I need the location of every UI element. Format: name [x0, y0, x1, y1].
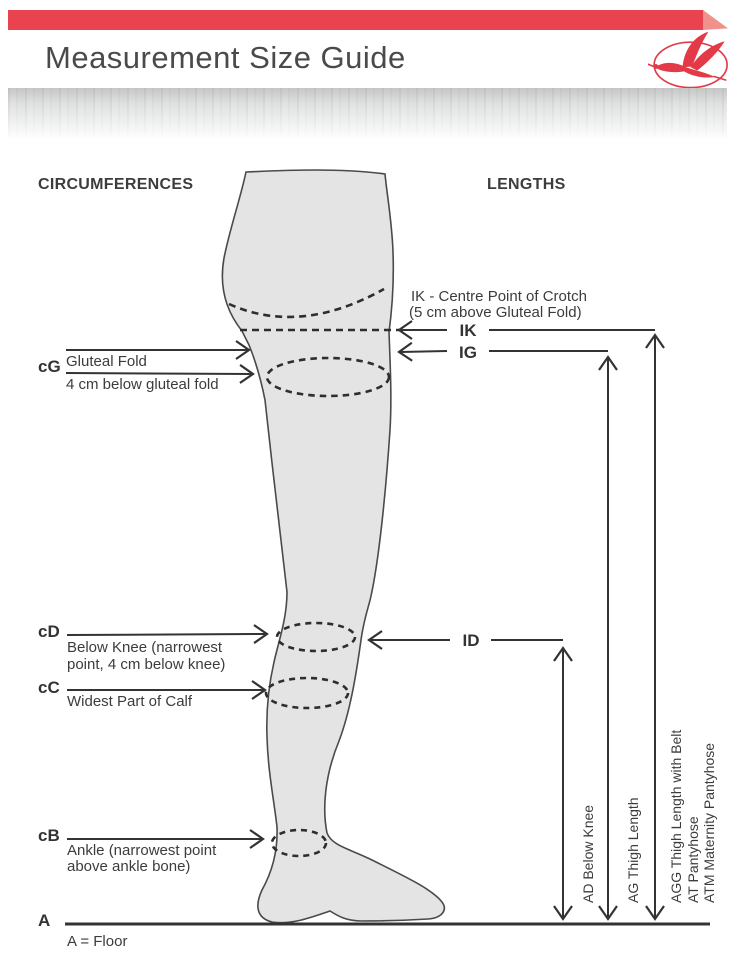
code-a: A	[38, 911, 51, 930]
label-below-knee-line1: Below Knee (narrowest	[67, 639, 223, 656]
cd-arrow	[67, 634, 266, 635]
label-floor: A = Floor	[67, 933, 128, 950]
label-atm-maternity: ATM Maternity Pantyhose	[701, 742, 717, 903]
page-title: Measurement Size Guide	[45, 40, 406, 75]
circumferences-heading: CIRCUMFERENCES	[38, 176, 194, 193]
code-cb: cB	[38, 826, 60, 845]
lengths-heading: LENGTHS	[487, 176, 566, 193]
length-code-ik: IK	[459, 321, 477, 340]
length-code-ig: IG	[459, 343, 477, 362]
label-below-knee-line2: point, 4 cm below knee)	[67, 656, 226, 673]
cg-arrow	[66, 373, 252, 374]
code-cd: cD	[38, 622, 60, 641]
label-agg-thigh-belt: AGG Thigh Length with Belt	[668, 729, 684, 903]
label-below-gluteal-fold: 4 cm below gluteal fold	[66, 376, 219, 393]
label-ag-thigh-length: AG Thigh Length	[625, 797, 641, 903]
label-widest-calf: Widest Part of Calf	[67, 693, 193, 710]
label-at-pantyhose: AT Pantyhose	[684, 816, 701, 903]
ig-line-left	[400, 351, 447, 352]
label-ankle-line1: Ankle (narrowest point	[67, 842, 217, 859]
crotch-note-line1: IK - Centre Point of Crotch	[411, 288, 587, 305]
length-code-id: ID	[462, 631, 480, 650]
code-cc: cC	[38, 678, 60, 697]
label-agg-group	[668, 730, 718, 903]
crotch-note-line2: (5 cm above Gluteal Fold)	[409, 304, 582, 321]
code-cg: cG	[38, 357, 61, 376]
label-ad-below-knee: AD Below Knee	[580, 804, 596, 903]
label-ankle-line2: above ankle bone)	[67, 858, 191, 875]
label-gluteal-fold: Gluteal Fold	[66, 353, 147, 370]
leg-silhouette	[222, 170, 444, 923]
